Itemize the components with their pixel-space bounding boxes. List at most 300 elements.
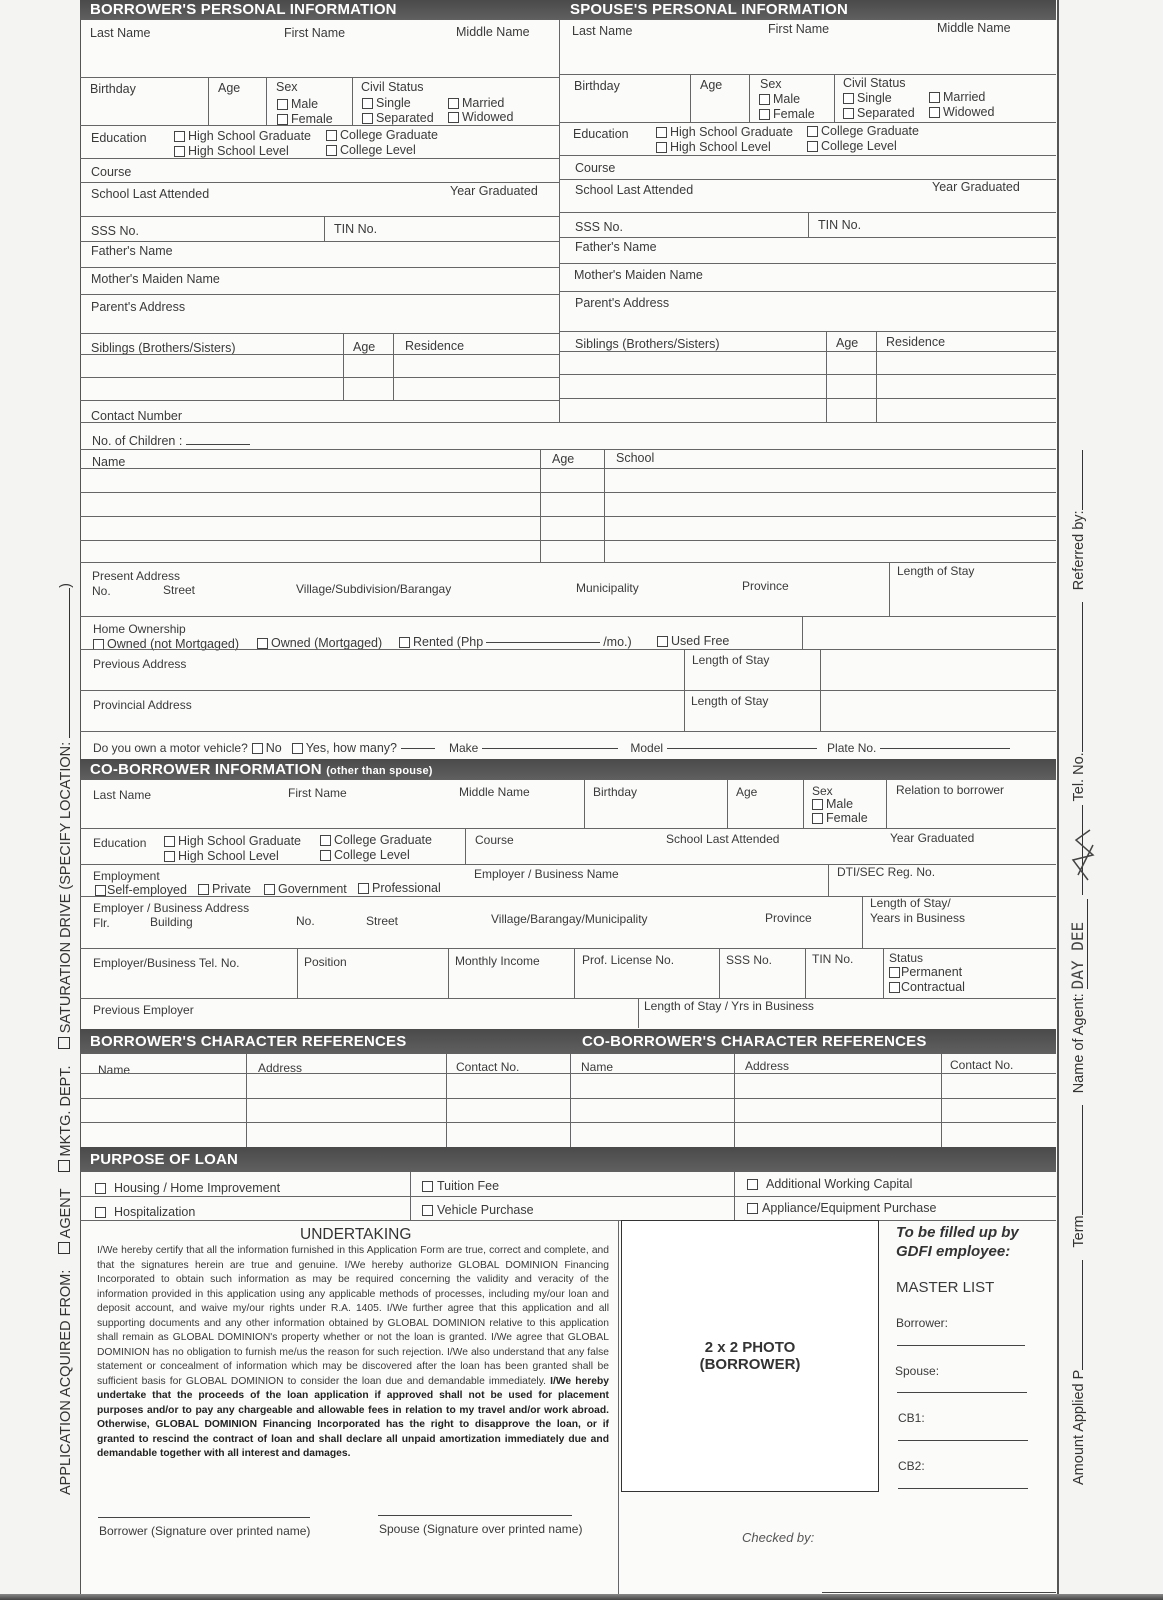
b-residence-label: Residence bbox=[405, 339, 465, 353]
label: Separated bbox=[857, 106, 915, 120]
agent-name-label: Name of Agent: bbox=[1071, 993, 1087, 1094]
children-count bbox=[92, 434, 250, 448]
b-course-label: Course bbox=[91, 165, 132, 179]
checkbox-icon bbox=[326, 130, 337, 141]
rule bbox=[80, 377, 559, 378]
checkbox-icon bbox=[747, 1203, 758, 1214]
photo-placeholder bbox=[700, 1339, 801, 1373]
s-married-checkbox[interactable] bbox=[929, 90, 985, 104]
s-course-label: Course bbox=[575, 161, 616, 175]
s-hs-grad-checkbox[interactable] bbox=[656, 125, 793, 139]
label: High School Graduate bbox=[178, 834, 301, 848]
label: Single bbox=[376, 96, 411, 110]
self-employed-checkbox[interactable] bbox=[95, 883, 187, 897]
children-count-line[interactable] bbox=[186, 444, 250, 445]
cb-employer-address-label: Employer / Business Address bbox=[93, 901, 250, 915]
b-mother-label: Mother's Maiden Name bbox=[91, 272, 220, 286]
b-ref-contact-header: Contact No. bbox=[456, 1060, 520, 1074]
rule bbox=[805, 948, 806, 998]
rule bbox=[352, 77, 353, 125]
purpose-header bbox=[80, 1147, 1056, 1172]
rule bbox=[876, 331, 877, 422]
label: Private bbox=[212, 882, 251, 896]
addr-village-label: Village/Subdivision/Barangay bbox=[296, 582, 452, 596]
checkbox-icon bbox=[812, 813, 823, 824]
b-college-level-checkbox[interactable] bbox=[326, 143, 416, 157]
cb-length-label: Length of Stay/ bbox=[870, 896, 951, 910]
label: Widowed bbox=[943, 105, 995, 119]
gdfi-borrower-line[interactable] bbox=[897, 1345, 1025, 1346]
cb-birthday-label: Birthday bbox=[593, 785, 638, 799]
s-hs-level-checkbox[interactable] bbox=[656, 140, 771, 154]
cb-prev-employer-label: Previous Employer bbox=[93, 1003, 194, 1017]
cb-sex-label: Sex bbox=[812, 784, 833, 798]
rule bbox=[324, 216, 325, 241]
s-sex-label: Sex bbox=[760, 77, 782, 91]
rule bbox=[80, 690, 1056, 691]
amount-line[interactable] bbox=[1082, 1260, 1083, 1370]
housing-checkbox[interactable] bbox=[95, 1181, 280, 1195]
saturation-checkbox[interactable] bbox=[58, 1037, 70, 1049]
gdfi-cb2-label: CB2: bbox=[898, 1459, 925, 1473]
cb-year-grad-label: Year Graduated bbox=[890, 831, 975, 845]
addr-no-label: No. bbox=[92, 584, 111, 598]
rule bbox=[808, 212, 809, 237]
cb-last-name-label: Last Name bbox=[93, 788, 152, 802]
s-college-level-checkbox[interactable] bbox=[807, 139, 897, 153]
vehicle-count-line[interactable] bbox=[401, 748, 435, 749]
rule bbox=[749, 74, 750, 122]
term-line[interactable] bbox=[1082, 1105, 1083, 1215]
working-capital-checkbox[interactable] bbox=[747, 1177, 912, 1191]
s-residence-label: Residence bbox=[886, 335, 946, 349]
rule bbox=[734, 1054, 735, 1147]
tel-line[interactable] bbox=[1082, 602, 1083, 752]
label: /mo.) bbox=[603, 635, 632, 649]
coborrower-section-title: CO-BORROWER INFORMATION bbox=[90, 761, 322, 778]
amount-label: Amount Applied P bbox=[1071, 1369, 1087, 1485]
checkbox-icon bbox=[807, 126, 818, 137]
signature-scribble bbox=[1082, 805, 1083, 895]
rule bbox=[448, 948, 449, 998]
checkbox-icon bbox=[843, 108, 854, 119]
label: Self-employed bbox=[107, 883, 187, 897]
label: Additional Working Capital bbox=[766, 1177, 913, 1191]
cb-building-label: Building bbox=[150, 915, 193, 929]
s-college-grad-checkbox[interactable] bbox=[807, 124, 919, 138]
model-label: Model bbox=[630, 741, 664, 755]
checkbox-icon bbox=[399, 637, 410, 648]
signature-icon bbox=[1068, 825, 1098, 885]
s-last-name-label: Last Name bbox=[572, 24, 633, 38]
rule bbox=[559, 155, 1056, 156]
cb-age-label: Age bbox=[736, 785, 758, 799]
s-sss-label: SSS No. bbox=[575, 220, 623, 234]
photo-box[interactable] bbox=[621, 1220, 879, 1492]
model-line[interactable] bbox=[667, 748, 817, 749]
b-parents-address-label: Parent's Address bbox=[91, 300, 186, 314]
checkbox-icon bbox=[326, 145, 337, 156]
cb-college-level-checkbox[interactable] bbox=[320, 848, 410, 862]
photo-label-1: 2 x 2 PHOTO bbox=[704, 1339, 796, 1356]
checkbox-icon bbox=[362, 113, 373, 124]
label: College Level bbox=[340, 143, 416, 157]
b-tin-label: TIN No. bbox=[334, 222, 378, 236]
present-length-stay-label: Length of Stay bbox=[897, 564, 975, 578]
vehicle-no-checkbox[interactable] bbox=[252, 741, 282, 755]
gdfi-spouse-line[interactable] bbox=[897, 1392, 1027, 1393]
rule bbox=[886, 780, 887, 828]
plate-line[interactable] bbox=[880, 748, 1010, 749]
spouse-signature-label: Spouse (Signature over printed name) bbox=[379, 1522, 583, 1536]
label: Government bbox=[278, 882, 347, 896]
checkbox-icon bbox=[843, 93, 854, 104]
b-name-input[interactable] bbox=[90, 44, 554, 68]
location-line[interactable] bbox=[69, 588, 70, 738]
column-divider bbox=[559, 20, 560, 422]
rule bbox=[80, 998, 1056, 999]
tuition-checkbox[interactable] bbox=[422, 1179, 499, 1193]
professional-checkbox[interactable] bbox=[358, 881, 441, 895]
label: Widowed bbox=[462, 110, 514, 124]
b-married-checkbox[interactable] bbox=[448, 96, 504, 110]
s-tin-label: TIN No. bbox=[818, 218, 862, 232]
rule bbox=[80, 449, 1056, 450]
checkbox-icon bbox=[174, 131, 185, 142]
undertaking-title: UNDERTAKING bbox=[300, 1226, 412, 1243]
cb-course-label: Course bbox=[475, 833, 514, 847]
rule bbox=[446, 1054, 447, 1147]
label: Owned (Mortgaged) bbox=[271, 636, 383, 650]
label: College Graduate bbox=[340, 128, 438, 142]
s-female-checkbox[interactable] bbox=[759, 107, 815, 121]
agent-name-value[interactable]: DAY DEE bbox=[1068, 899, 1088, 989]
gdfi-cb2-line[interactable] bbox=[898, 1488, 1028, 1489]
spouse-signature-line[interactable] bbox=[378, 1515, 572, 1516]
cb-ref-address-header: Address bbox=[745, 1059, 790, 1073]
b-civil-status-label: Civil Status bbox=[361, 80, 424, 94]
label: Contractual bbox=[901, 980, 965, 994]
b-father-label: Father's Name bbox=[91, 244, 173, 258]
gdfi-cb1-line[interactable] bbox=[898, 1440, 1028, 1441]
b-widowed-checkbox[interactable] bbox=[448, 110, 513, 124]
hospitalization-checkbox[interactable] bbox=[95, 1205, 195, 1219]
label: Married bbox=[943, 90, 986, 104]
vehicle-question: Do you own a motor vehicle? bbox=[93, 741, 248, 755]
checkbox-icon bbox=[252, 743, 263, 754]
label: Female bbox=[826, 811, 868, 825]
appliance-checkbox[interactable] bbox=[747, 1201, 936, 1215]
rule bbox=[604, 449, 605, 562]
gdfi-title-2: GDFI employee: bbox=[896, 1243, 1011, 1260]
b-hs-level-checkbox[interactable] bbox=[174, 144, 289, 158]
vehicle-purchase-checkbox[interactable] bbox=[422, 1203, 534, 1217]
checkbox-icon bbox=[93, 639, 104, 650]
label: High School Level bbox=[178, 849, 279, 863]
rule bbox=[540, 449, 541, 562]
previous-address-label: Previous Address bbox=[93, 657, 187, 671]
provincial-length-stay-label: Length of Stay bbox=[691, 694, 769, 708]
cb-ref-name-header: Name bbox=[581, 1060, 614, 1074]
s-father-label: Father's Name bbox=[575, 240, 657, 254]
checkbox-icon bbox=[759, 109, 770, 120]
s-single-checkbox[interactable] bbox=[843, 91, 892, 105]
rule bbox=[559, 331, 1056, 332]
cb-college-grad-checkbox[interactable] bbox=[320, 833, 432, 847]
s-age-label: Age bbox=[700, 78, 723, 92]
label: Single bbox=[857, 91, 892, 105]
rule bbox=[80, 422, 1056, 423]
cb-employer-name-label: Employer / Business Name bbox=[474, 867, 619, 881]
label: College Graduate bbox=[821, 124, 919, 138]
rule bbox=[80, 77, 559, 78]
cb-province-label: Province bbox=[765, 911, 812, 925]
rule bbox=[465, 828, 466, 864]
home-ownership-label: Home Ownership bbox=[93, 622, 186, 636]
permanent-checkbox[interactable] bbox=[889, 965, 962, 979]
provincial-address-label: Provincial Address bbox=[93, 698, 192, 712]
b-college-grad-checkbox[interactable] bbox=[326, 128, 438, 142]
rule bbox=[80, 468, 1056, 469]
b-first-name-label: First Name bbox=[284, 26, 346, 40]
label: Owned (not Mortgaged) bbox=[107, 637, 240, 651]
label: College Level bbox=[821, 139, 897, 153]
label: Permanent bbox=[901, 965, 963, 979]
b-sss-label: SSS No. bbox=[91, 224, 139, 238]
s-separated-checkbox[interactable] bbox=[843, 106, 915, 120]
gdfi-title-1: To be filled up by bbox=[896, 1224, 1019, 1241]
borrower-refs-title: BORROWER'S CHARACTER REFERENCES bbox=[90, 1033, 407, 1050]
rule bbox=[80, 1196, 1056, 1197]
checkbox-icon bbox=[358, 883, 369, 894]
cb-female-checkbox[interactable] bbox=[812, 811, 868, 825]
rule bbox=[208, 77, 209, 125]
addr-street-label: Street bbox=[163, 583, 196, 597]
checkbox-icon bbox=[929, 107, 940, 118]
s-male-checkbox[interactable] bbox=[759, 92, 800, 106]
s-first-name-label: First Name bbox=[768, 22, 830, 36]
label: High School Graduate bbox=[670, 125, 793, 139]
photo-label-2: (BORROWER) bbox=[699, 1356, 801, 1373]
s-mother-label: Mother's Maiden Name bbox=[574, 268, 703, 282]
undertaking-body: I/We hereby certify that all the information furnished in this Application Form are true, correct and complete, and that the signatures herein are true and genuine. I/We hereby authorize GLOBAL DOMINION Financing Incorporated to obtain such information as may be required concerning the validity and veracity of the information provided in this application using any applicable methods of processes, including my/our loan and deposit account, and waive my/our rights under R.A. 1405. I/We further agree that this application and all supporting documents and any other information obtained by GLOBAL DOMINION relative to this application shall remain as GLOBAL DOMINION's property whether or not the loan is granted. I/We agree that GLOBAL DOMINION has no obligation to furnish me/us the reason for such rejection. I/We also understand that any false statement or concealment of information which may be discovered after the loan has been granted shall be sufficient basis for GLOBAL DOMINION to consider the loan due and demandable immediately. bbox=[97, 1245, 609, 1387]
rule bbox=[727, 780, 728, 828]
acquisition-source bbox=[58, 583, 74, 1495]
spouse-section-title: SPOUSE'S PERSONAL INFORMATION bbox=[570, 1, 849, 18]
gdfi-title bbox=[896, 1223, 1019, 1261]
rule bbox=[297, 948, 298, 998]
government-checkbox[interactable] bbox=[264, 882, 347, 896]
b-female-checkbox[interactable] bbox=[277, 112, 333, 126]
undertaking-bold: I/We hereby undertake that the proceeds of the loan application if approved shall not be used for placement purposes and/or to pay any chargeable and allowable fees in relation to my travel and/or work abroad. Otherwise, GLOBAL DOMINION Financing Incorporated has the right to disapprove the loan, or if granted to rescind the contract of loan and shall declare all unpaid amortization immediately due and demandable together with all interest and damages. bbox=[97, 1375, 609, 1459]
s-parents-address-label: Parent's Address bbox=[575, 296, 670, 310]
present-address-label: Present Address bbox=[92, 569, 181, 583]
agent-checkbox[interactable] bbox=[58, 1242, 70, 1254]
b-middle-name-label: Middle Name bbox=[456, 25, 530, 39]
cb-years-label: Years in Business bbox=[870, 911, 965, 925]
rule bbox=[559, 122, 1056, 123]
cb-male-checkbox[interactable] bbox=[812, 797, 853, 811]
addr-province-label: Province bbox=[742, 579, 789, 593]
rule bbox=[559, 398, 1056, 399]
b-education-label: Education bbox=[91, 131, 147, 145]
checkbox-icon bbox=[759, 94, 770, 105]
rule bbox=[559, 74, 1056, 75]
close-paren: ) bbox=[58, 582, 74, 588]
checkbox-icon bbox=[320, 835, 331, 846]
s-siblings-label: Siblings (Brothers/Sisters) bbox=[575, 337, 720, 351]
rule bbox=[266, 77, 267, 125]
rule bbox=[889, 562, 890, 616]
label: Male bbox=[826, 797, 854, 811]
acquired-from-label: APPLICATION ACQUIRED FROM: bbox=[58, 1269, 74, 1495]
label: College Level bbox=[334, 848, 410, 862]
cb-flr-label: Flr. bbox=[93, 916, 110, 930]
label: High School Graduate bbox=[188, 129, 311, 143]
b-last-name-label: Last Name bbox=[90, 26, 151, 40]
make-line[interactable] bbox=[482, 748, 618, 749]
checked-by-label: Checked by: bbox=[742, 1530, 815, 1545]
b-separated-checkbox[interactable] bbox=[362, 111, 434, 125]
mktg-checkbox[interactable] bbox=[58, 1160, 70, 1172]
rule bbox=[690, 74, 691, 122]
rule bbox=[80, 649, 1056, 650]
rule bbox=[80, 241, 559, 242]
rule bbox=[828, 864, 829, 896]
tel-label: Tel. No. bbox=[1071, 752, 1087, 802]
cb-hs-level-checkbox[interactable] bbox=[164, 849, 279, 863]
cb-village-label: Village/Barangay/Municipality bbox=[491, 912, 648, 926]
b-year-grad-label: Year Graduated bbox=[450, 184, 538, 198]
checkbox-icon bbox=[277, 114, 288, 125]
checkbox-icon bbox=[812, 799, 823, 810]
rule bbox=[941, 1054, 942, 1147]
s-birthday-label: Birthday bbox=[574, 79, 620, 93]
s-widowed-checkbox[interactable] bbox=[929, 105, 994, 119]
cb-prev-length-label: Length of Stay / Yrs in Business bbox=[644, 999, 814, 1013]
references-header bbox=[80, 1029, 1056, 1054]
contractual-checkbox[interactable] bbox=[889, 980, 965, 994]
checkbox-icon bbox=[362, 98, 373, 109]
rule bbox=[559, 374, 1056, 375]
office-use-margin bbox=[1068, 450, 1088, 1485]
s-middle-name-label: Middle Name bbox=[937, 21, 1011, 35]
cb-ref-contact-header: Contact No. bbox=[950, 1058, 1014, 1072]
label: Hospitalization bbox=[114, 1205, 196, 1219]
b-male-checkbox[interactable] bbox=[277, 97, 318, 111]
b-sibling-age-label: Age bbox=[353, 340, 376, 354]
borrower-signature-line[interactable] bbox=[98, 1517, 310, 1518]
rule bbox=[618, 1220, 619, 1600]
rule bbox=[80, 125, 559, 126]
checkbox-icon bbox=[257, 638, 268, 649]
checkbox-icon bbox=[164, 851, 175, 862]
addr-municipality-label: Municipality bbox=[576, 581, 639, 595]
label: Housing / Home Improvement bbox=[114, 1181, 281, 1195]
label: Used Free bbox=[671, 634, 730, 648]
label: No bbox=[265, 741, 282, 755]
b-hs-grad-checkbox[interactable] bbox=[174, 129, 311, 143]
previous-length-stay-label: Length of Stay bbox=[692, 653, 770, 667]
rule bbox=[802, 616, 803, 649]
rule bbox=[80, 294, 559, 295]
vehicle-row bbox=[93, 741, 1010, 755]
master-list-label: MASTER LIST bbox=[896, 1279, 995, 1296]
rule bbox=[638, 998, 639, 1028]
cb-position-label: Position bbox=[304, 955, 347, 969]
rule bbox=[80, 400, 559, 401]
rule bbox=[834, 74, 835, 122]
b-siblings-label: Siblings (Brothers/Sisters) bbox=[91, 341, 236, 355]
rule bbox=[574, 948, 575, 998]
checkbox-icon bbox=[657, 636, 668, 647]
cb-hs-grad-checkbox[interactable] bbox=[164, 834, 301, 848]
label: Tuition Fee bbox=[437, 1179, 500, 1193]
label: College Graduate bbox=[334, 833, 432, 847]
cb-status-label: Status bbox=[889, 951, 924, 965]
saturation-label: SATURATION DRIVE (SPECIFY LOCATION: bbox=[58, 741, 74, 1034]
rent-amount-line[interactable] bbox=[486, 642, 600, 643]
checkbox-icon bbox=[95, 1207, 106, 1218]
rented-checkbox[interactable] bbox=[399, 635, 632, 649]
label: Male bbox=[291, 97, 319, 111]
rule bbox=[80, 216, 559, 217]
label: Professional bbox=[372, 881, 441, 895]
referred-line[interactable] bbox=[1082, 450, 1083, 510]
label: Appliance/Equipment Purchase bbox=[762, 1201, 937, 1215]
rule bbox=[80, 1220, 1056, 1221]
rule bbox=[80, 1122, 1056, 1123]
rule bbox=[80, 562, 1056, 563]
rule bbox=[80, 267, 559, 268]
b-school-label: School Last Attended bbox=[91, 187, 210, 201]
coborrower-refs-title: CO-BORROWER'S CHARACTER REFERENCES bbox=[582, 1033, 927, 1050]
rule bbox=[559, 351, 1056, 352]
cb-tin-label: TIN No. bbox=[812, 952, 854, 966]
cb-employment-label: Employment bbox=[93, 869, 160, 883]
s-name-input[interactable] bbox=[572, 42, 1046, 66]
checkbox-icon bbox=[292, 743, 303, 754]
gdfi-borrower-label: Borrower: bbox=[896, 1316, 949, 1330]
cb-first-name-label: First Name bbox=[288, 786, 347, 800]
rule bbox=[80, 948, 1056, 949]
referred-label: Referred by: bbox=[1071, 510, 1087, 591]
label: Rented (Php bbox=[413, 635, 484, 649]
private-checkbox[interactable] bbox=[198, 882, 251, 896]
label: Female bbox=[773, 107, 815, 121]
owned-mortgaged-checkbox[interactable] bbox=[257, 636, 382, 650]
checkbox-icon bbox=[422, 1181, 433, 1192]
rule bbox=[803, 780, 804, 828]
gdfi-spouse-label: Spouse: bbox=[895, 1364, 940, 1378]
used-free-checkbox[interactable] bbox=[657, 634, 729, 648]
checkbox-icon bbox=[807, 141, 818, 152]
b-single-checkbox[interactable] bbox=[362, 96, 411, 110]
vehicle-yes-checkbox[interactable] bbox=[292, 741, 397, 755]
checkbox-icon bbox=[448, 98, 459, 109]
label: No. of Children : bbox=[92, 434, 183, 448]
gdfi-cb1-label: CB1: bbox=[898, 1411, 925, 1425]
children-school-header: School bbox=[616, 451, 655, 465]
rule bbox=[584, 780, 585, 828]
mktg-label: MKTG. DEPT. bbox=[58, 1065, 74, 1157]
term-label: Term bbox=[1071, 1215, 1087, 1248]
label: High School Level bbox=[188, 144, 289, 158]
checked-by-line[interactable] bbox=[822, 1592, 1056, 1593]
rule bbox=[80, 182, 559, 183]
rule bbox=[862, 896, 863, 948]
checkbox-icon bbox=[95, 1183, 106, 1194]
